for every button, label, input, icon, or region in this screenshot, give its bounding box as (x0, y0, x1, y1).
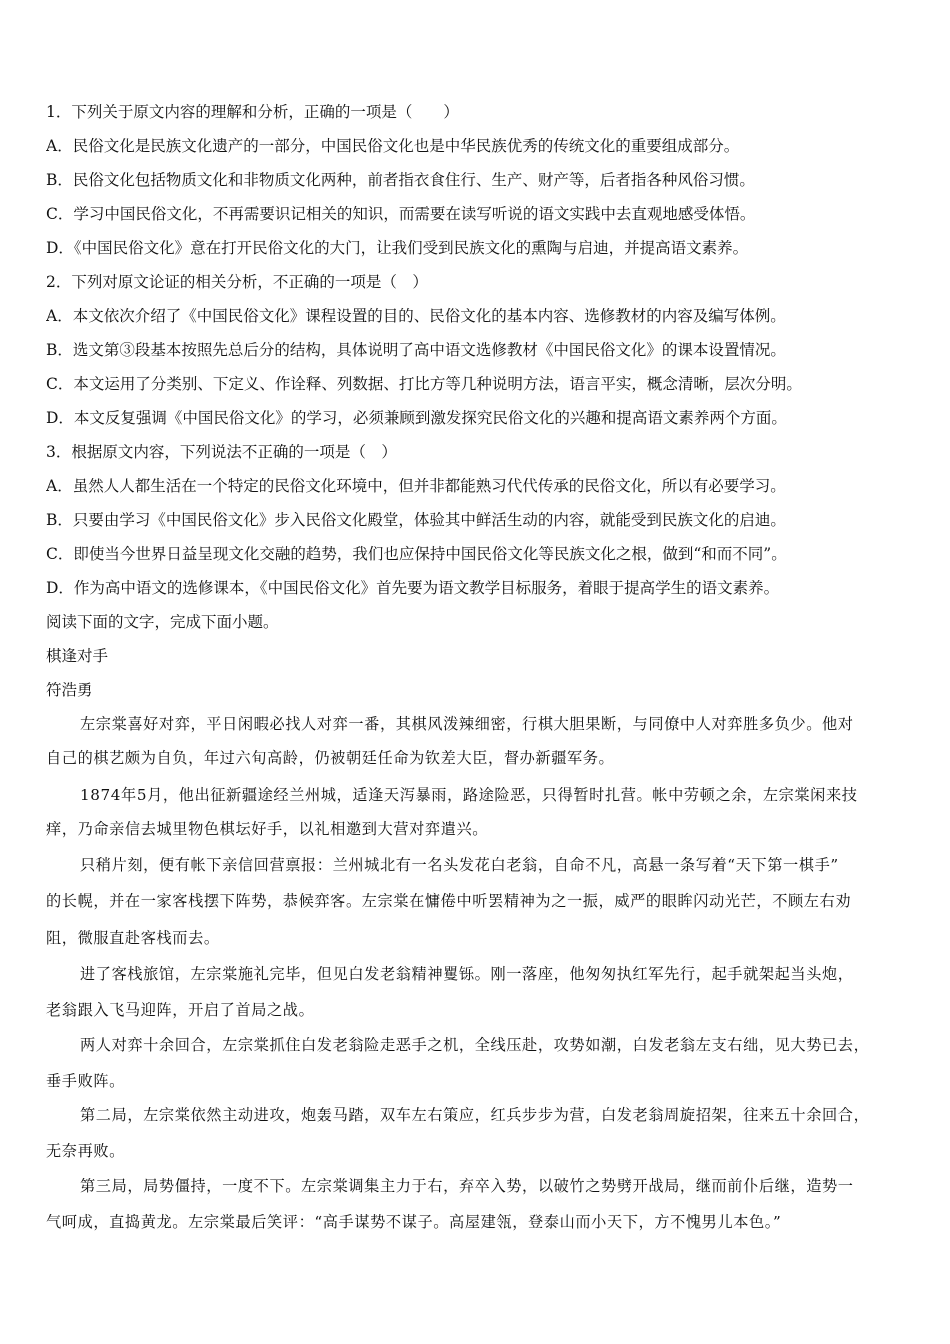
story-paragraph-7-line-1: 第三局，局势僵持，一度不下。左宗棠调集主力于右，弃卒入势，以破竹之势劈开战局，继而前仆后继，造势一 (80, 1177, 854, 1195)
question-3-stem: 3．根据原文内容，下列说法不正确的一项是（ ） (46, 443, 397, 461)
question-2-stem: 2．下列对原文论证的相关分析，不正确的一项是（ ） (46, 273, 428, 291)
story-paragraph-1-line-2: 自己的棋艺颇为自负，年过六旬高龄，仍被朝廷任命为钦差大臣，督办新疆军务。 (46, 749, 615, 767)
story-paragraph-3-line-2: 的长幌，并在一家客栈摆下阵势，恭候弈客。左宗棠在慵倦中听罢精神为之一振，威严的眼眸闪动光芒，不顾左右劝 (46, 892, 852, 910)
question-3-option-b: B．只要由学习《中国民俗文化》步入民俗文化殿堂，体验其中鲜活生动的内容，就能受到民族文化的启迪。 (46, 511, 786, 529)
question-3-option-d: D．作为高中语文的选修课本，《中国民俗文化》首先要为语文教学目标服务，着眼于提高学生的语文素养。 (46, 579, 780, 597)
story-paragraph-4-line-1: 进了客栈旅馆，左宗棠施礼完毕，但见白发老翁精神矍铄。刚一落座，他匆匆执红军先行，起手就架起当头炮， (80, 965, 854, 983)
story-paragraph-1-line-1: 左宗棠喜好对弈，平日闲暇必找人对弈一番，其棋风泼辣细密，行棋大胆果断，与同僚中人对弈胜多负少。他对 (80, 715, 854, 733)
question-1-option-b: B．民俗文化包括物质文化和非物质文化两种，前者指衣食住行、生产、财产等，后者指各种风俗习惯。 (46, 171, 755, 189)
reading-instruction: 阅读下面的文字，完成下面小题。 (46, 613, 279, 631)
question-1-option-a: A．民俗文化是民族文化遗产的一部分，中国民俗文化也是中华民族优秀的传统文化的重要组成部分。 (46, 137, 740, 155)
story-title: 棋逢对手 (46, 647, 109, 665)
story-paragraph-2-line-2: 痒，乃命亲信去城里物色棋坛好手，以礼相邀到大营对弈遣兴。 (46, 820, 489, 838)
question-1-option-d: D．《中国民俗文化》意在打开民俗文化的大门，让我们受到民族文化的熏陶与启迪，并提高语文素养。 (46, 239, 749, 257)
story-paragraph-5-line-2: 垂手败阵。 (46, 1072, 125, 1090)
question-3-option-a: A．虽然人人都生活在一个特定的民俗文化环境中，但并非都能熟习代代传承的民俗文化，所以有必要学习。 (46, 477, 786, 495)
question-1-stem: 1．下列关于原文内容的理解和分析，正确的一项是（ ） (46, 103, 459, 121)
story-paragraph-3-line-3: 阻，微服直赴客栈而去。 (46, 929, 220, 947)
question-3-option-c: C．即使当今世界日益呈现文化交融的趋势，我们也应保持中国民俗文化等民族文化之根，做到“和而不同”。 (46, 545, 787, 563)
question-1-option-c: C．学习中国民俗文化，不再需要识记相关的知识，而需要在读写听说的语文实践中去直观地感受体悟。 (46, 205, 756, 223)
question-2-option-c: C．本文运用了分类别、下定义、作诠释、列数据、打比方等几种说明方法，语言平实，概念清晰，层次分明。 (46, 375, 802, 393)
story-paragraph-6-line-1: 第二局，左宗棠依然主动进攻，炮轰马踏，双车左右策应，红兵步步为营，白发老翁周旋招架，往来五十余回合， (80, 1106, 870, 1124)
story-paragraph-4-line-2: 老翁跟入飞马迎阵，开启了首局之战。 (46, 1001, 315, 1019)
story-paragraph-6-line-2: 无奈再败。 (46, 1142, 125, 1160)
story-paragraph-2-line-1: 1874年5月，他出征新疆途经兰州城，适逢天泻暴雨，路途险恶，只得暂时扎营。帐中劳顿之余，左宗棠闲来技 (80, 786, 858, 804)
story-paragraph-3-line-1: 只稍片刻，便有帐下亲信回营禀报：兰州城北有一名头发花白老翁，自命不凡，高悬一条写着“天下第一棋手” (80, 856, 839, 874)
story-paragraph-5-line-1: 两人对弈十余回合，左宗棠抓住白发老翁险走恶手之机，全线压赴，攻势如潮，白发老翁左支右绌，见大势已去， (80, 1036, 870, 1054)
question-2-option-d: D．本文反复强调《中国民俗文化》的学习，必须兼顾到激发探究民俗文化的兴趣和提高语文素养两个方面。 (46, 409, 787, 427)
story-author: 符浩勇 (46, 681, 93, 699)
question-2-option-a: A．本文依次介绍了《中国民俗文化》课程设置的目的、民俗文化的基本内容、选修教材的内容及编写体例。 (46, 307, 786, 325)
story-paragraph-7-line-2: 气呵成，直捣黄龙。左宗棠最后笑评：“高手谋势不谋子。高屋建瓴，登泰山而小天下，方不愧男儿本色。” (46, 1213, 782, 1231)
question-2-option-b: B．选文第③段基本按照先总后分的结构，具体说明了高中语文选修教材《中国民俗文化》的课本设置情况。 (46, 341, 786, 359)
